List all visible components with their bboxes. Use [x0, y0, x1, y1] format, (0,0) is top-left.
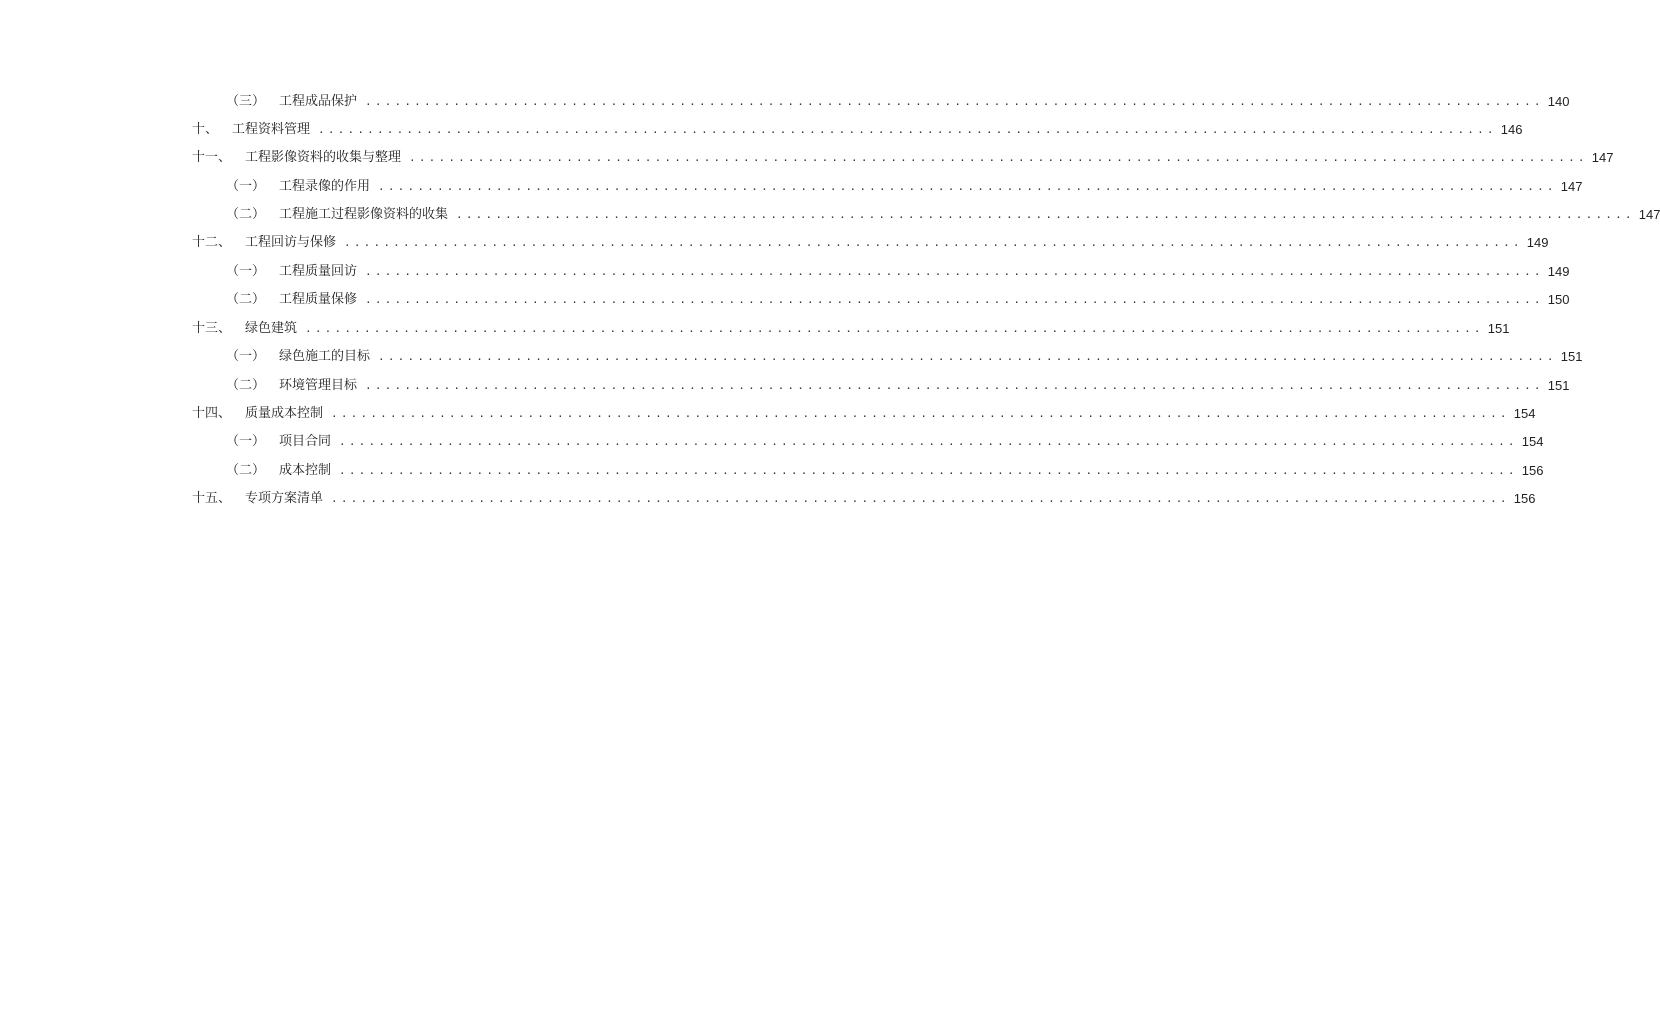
toc-entry[interactable]: [226, 177, 1583, 197]
toc-entry-number: （一）: [226, 179, 266, 194]
toc-entry[interactable]: [226, 347, 1583, 367]
toc-entry-number: 十一、: [192, 150, 232, 165]
toc-entry-number: （一）: [226, 264, 266, 279]
toc-entry-number: 十三、: [192, 321, 232, 336]
toc-entry-title: 绿色施工的目标: [279, 349, 371, 364]
toc-leader-dots: ........................................................................................................................: [305, 322, 1484, 335]
toc-leader-dots: ........................................................................................................................: [378, 180, 1557, 193]
toc-entry-number: （三）: [226, 94, 266, 109]
toc-entry-title: 工程施工过程影像资料的收集: [279, 207, 449, 222]
toc-entry-title: 工程影像资料的收集与整理: [245, 150, 402, 165]
toc-entry[interactable]: [192, 120, 1523, 140]
toc-entry-title: 工程回访与保修: [245, 235, 337, 250]
toc-entry-title: 工程资料管理: [232, 122, 311, 137]
toc-entry-page: 147: [1638, 207, 1660, 222]
toc-leader-dots: ........................................................................................................................: [344, 236, 1523, 249]
toc-leader-dots: ........................................................................................................................: [378, 350, 1557, 363]
toc-entry-number: （二）: [226, 463, 266, 478]
toc-entry-number: （二）: [226, 378, 266, 393]
toc-entry-title: 专项方案清单: [245, 491, 324, 506]
toc-entry-title: 工程质量保修: [279, 292, 358, 307]
toc-entry-page: 156: [1521, 463, 1544, 478]
toc-entry-title: 工程成品保护: [279, 94, 358, 109]
toc-entry[interactable]: [192, 319, 1510, 339]
toc-leader-dots: ........................................................................................................................: [365, 379, 1544, 392]
toc-entry-page: 147: [1560, 179, 1583, 194]
toc-entry-page: 154: [1513, 406, 1536, 421]
toc-entry-page: 151: [1560, 349, 1583, 364]
toc-leader-dots: ........................................................................................................................: [456, 208, 1635, 221]
toc-entry-page: 151: [1487, 321, 1510, 336]
toc-entry-page: 147: [1591, 150, 1614, 165]
toc-entry-number: 十五、: [192, 491, 232, 506]
toc-leader-dots: ........................................................................................................................: [365, 293, 1544, 306]
toc-entry-title: 项目合同: [279, 434, 332, 449]
toc-entry[interactable]: [192, 404, 1536, 424]
toc-entry[interactable]: [226, 376, 1570, 396]
toc-entry[interactable]: [226, 205, 1660, 225]
toc-entry[interactable]: [226, 92, 1570, 112]
toc-entry-number: 十四、: [192, 406, 232, 421]
toc-entry-title: 绿色建筑: [245, 321, 298, 336]
toc-entry-page: 149: [1526, 235, 1549, 250]
toc-entry[interactable]: [226, 290, 1570, 310]
toc-entry-title: 环境管理目标: [279, 378, 358, 393]
toc-entry-number: （二）: [226, 292, 266, 307]
toc-entry[interactable]: [226, 461, 1544, 481]
toc-leader-dots: ........................................................................................................................: [365, 95, 1544, 108]
toc-entry-page: 140: [1547, 94, 1570, 109]
toc-entry-title: 工程质量回访: [279, 264, 358, 279]
toc-leader-dots: ........................................................................................................................: [339, 464, 1518, 477]
toc-entry[interactable]: [226, 432, 1544, 452]
toc-leader-dots: ........................................................................................................................: [318, 123, 1497, 136]
toc-entry-number: 十、: [192, 122, 219, 137]
toc-entry-page: 156: [1513, 491, 1536, 506]
toc-entry-title: 成本控制: [279, 463, 332, 478]
toc-leader-dots: ........................................................................................................................: [331, 492, 1510, 505]
toc-leader-dots: ........................................................................................................................: [339, 435, 1518, 448]
toc-entry-page: 146: [1500, 122, 1523, 137]
toc-entry[interactable]: [226, 262, 1570, 282]
toc-entry-title: 质量成本控制: [245, 406, 324, 421]
toc-leader-dots: ........................................................................................................................: [409, 151, 1588, 164]
toc-leader-dots: ........................................................................................................................: [331, 407, 1510, 420]
toc-entry-page: 154: [1521, 434, 1544, 449]
toc-entry[interactable]: [192, 233, 1549, 253]
toc-entry-number: （一）: [226, 434, 266, 449]
toc-entry-number: （二）: [226, 207, 266, 222]
toc-leader-dots: ........................................................................................................................: [365, 265, 1544, 278]
toc-entry-number: 十二、: [192, 235, 232, 250]
toc-entry-number: （一）: [226, 349, 266, 364]
toc-entry-page: 149: [1547, 264, 1570, 279]
toc-entry-title: 工程录像的作用: [279, 179, 371, 194]
toc-entry[interactable]: [192, 489, 1536, 509]
toc-entry-page: 151: [1547, 378, 1570, 393]
toc-entry[interactable]: [192, 148, 1614, 168]
toc-entry-page: 150: [1547, 292, 1570, 307]
